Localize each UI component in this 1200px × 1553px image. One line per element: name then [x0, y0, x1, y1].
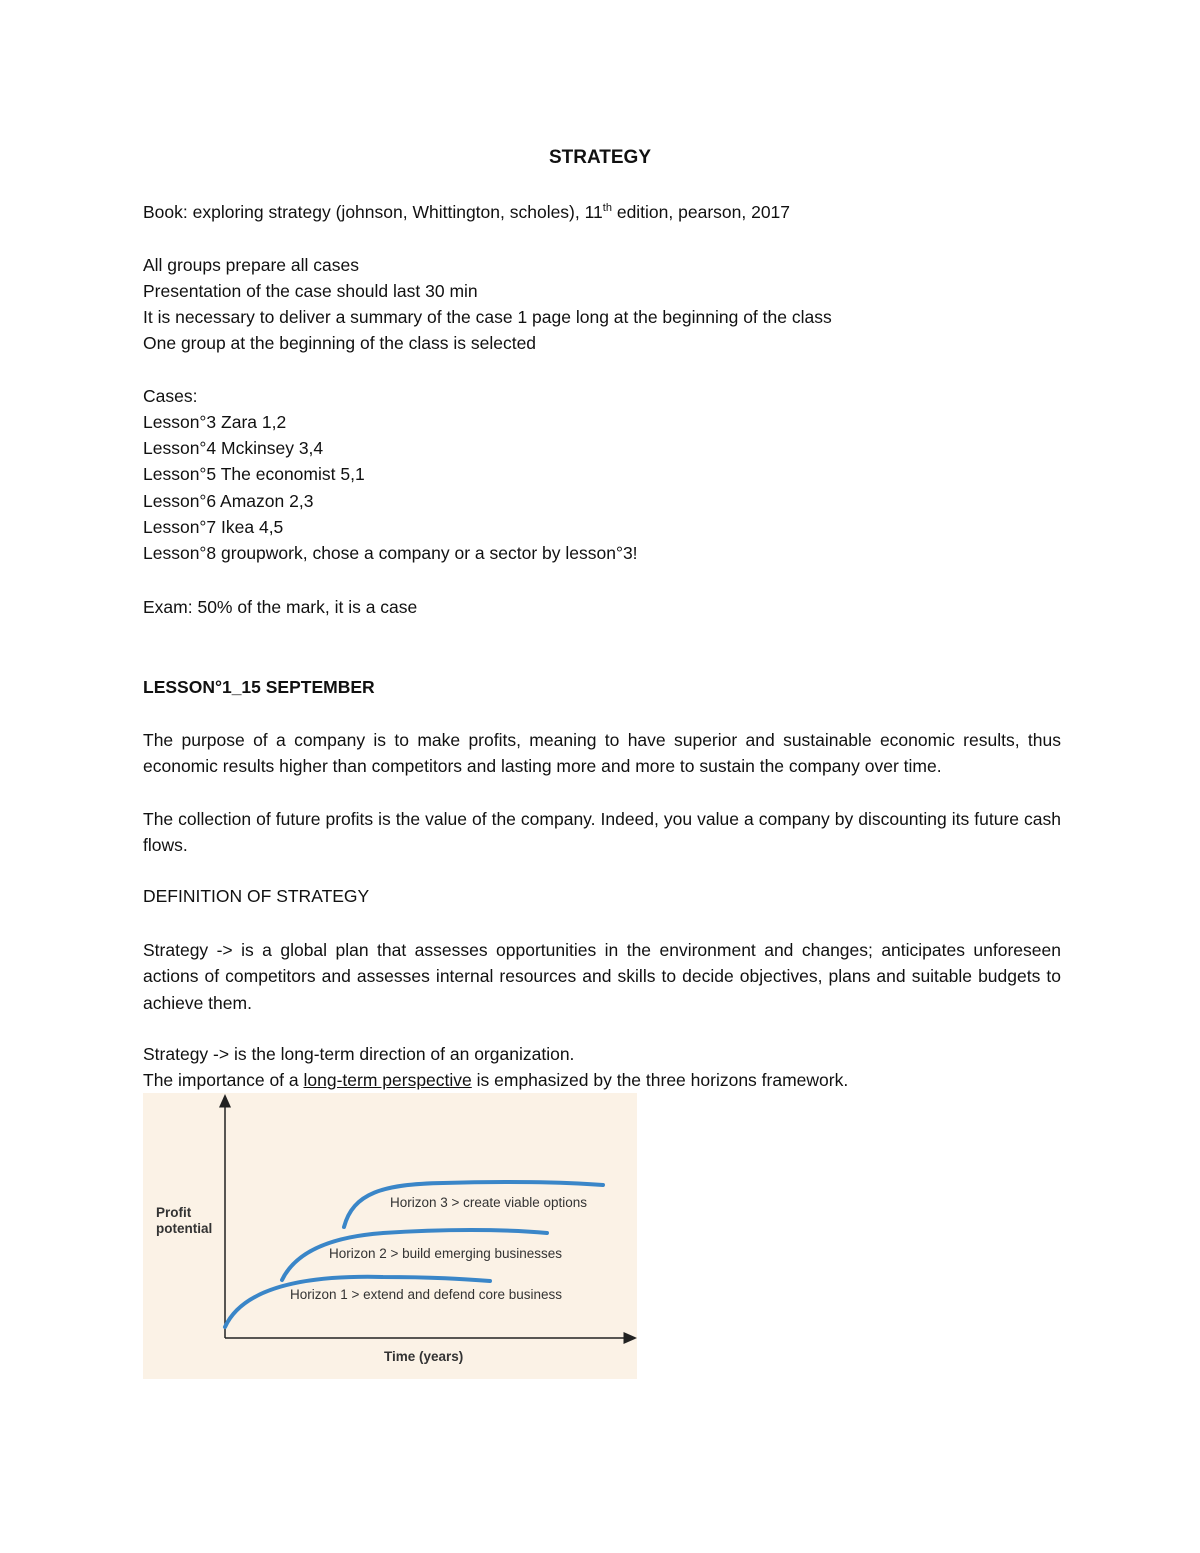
note-line: All groups prepare all cases [143, 255, 359, 275]
y-axis-label-line1: Profit [156, 1205, 192, 1220]
exam-note: Exam: 50% of the mark, it is a case [143, 597, 418, 617]
three-horizons-figure [143, 1093, 637, 1379]
case-item: Lesson°5 The economist 5,1 [143, 464, 365, 484]
lesson-heading: LESSON°1_15 SEPTEMBER [143, 677, 375, 697]
case-item: Lesson°4 Mckinsey 3,4 [143, 438, 324, 458]
underlined-term: long-term perspective [303, 1070, 472, 1090]
paragraph-definition: Strategy -> is a global plan that assesses opportunities in the environment and changes; anticipates unforeseen actions of competitors and assesses internal resources and skills to decide objectives, plans and suitable budgets to achieve them. [143, 940, 1061, 1013]
book-edition-superscript: th [602, 202, 612, 215]
horizon-2-label: Horizon 2 > build emerging businesses [329, 1246, 563, 1261]
y-axis-label-line2: potential [156, 1221, 213, 1236]
note-line: Presentation of the case should last 30 min [143, 281, 478, 301]
paragraph-value: The collection of future profits is the value of the company. Indeed, you value a company by discounting its future cash flows. [143, 809, 1061, 856]
cases-heading: Cases: [143, 386, 198, 406]
paragraph-purpose: The purpose of a company is to make profits, meaning to have superior and sustainable economic results, thus economic results higher than competitors and lasting more and more to sustain the company over time. [143, 730, 1061, 777]
importance-line [143, 1069, 848, 1091]
book-reference-prefix: Book: exploring strategy (johnson, Whittington, scholes), 11 [143, 202, 603, 222]
longterm-line: Strategy -> is the long-term direction of an organization. [143, 1044, 575, 1064]
case-item: Lesson°8 groupwork, chose a company or a sector by lesson°3! [143, 543, 638, 563]
three-horizons-chart [143, 1093, 637, 1379]
definition-heading: DEFINITION OF STRATEGY [143, 886, 370, 906]
book-reference [143, 201, 790, 223]
note-line: One group at the beginning of the class is selected [143, 333, 537, 353]
horizon-1-label: Horizon 1 > extend and defend core business [290, 1287, 563, 1302]
book-reference-suffix: edition, pearson, 2017 [611, 202, 791, 222]
page-title: STRATEGY [548, 147, 652, 168]
x-axis-label: Time (years) [384, 1349, 464, 1364]
note-line: It is necessary to deliver a summary of the case 1 page long at the beginning of the class [143, 307, 832, 327]
importance-after: is emphasized by the three horizons framework. [471, 1070, 849, 1090]
horizon-3-label: Horizon 3 > create viable options [390, 1195, 587, 1210]
case-item: Lesson°6 Amazon 2,3 [143, 491, 314, 511]
importance-before: The importance of a [143, 1070, 304, 1090]
case-item: Lesson°3 Zara 1,2 [143, 412, 287, 432]
case-item: Lesson°7 Ikea 4,5 [143, 517, 284, 537]
